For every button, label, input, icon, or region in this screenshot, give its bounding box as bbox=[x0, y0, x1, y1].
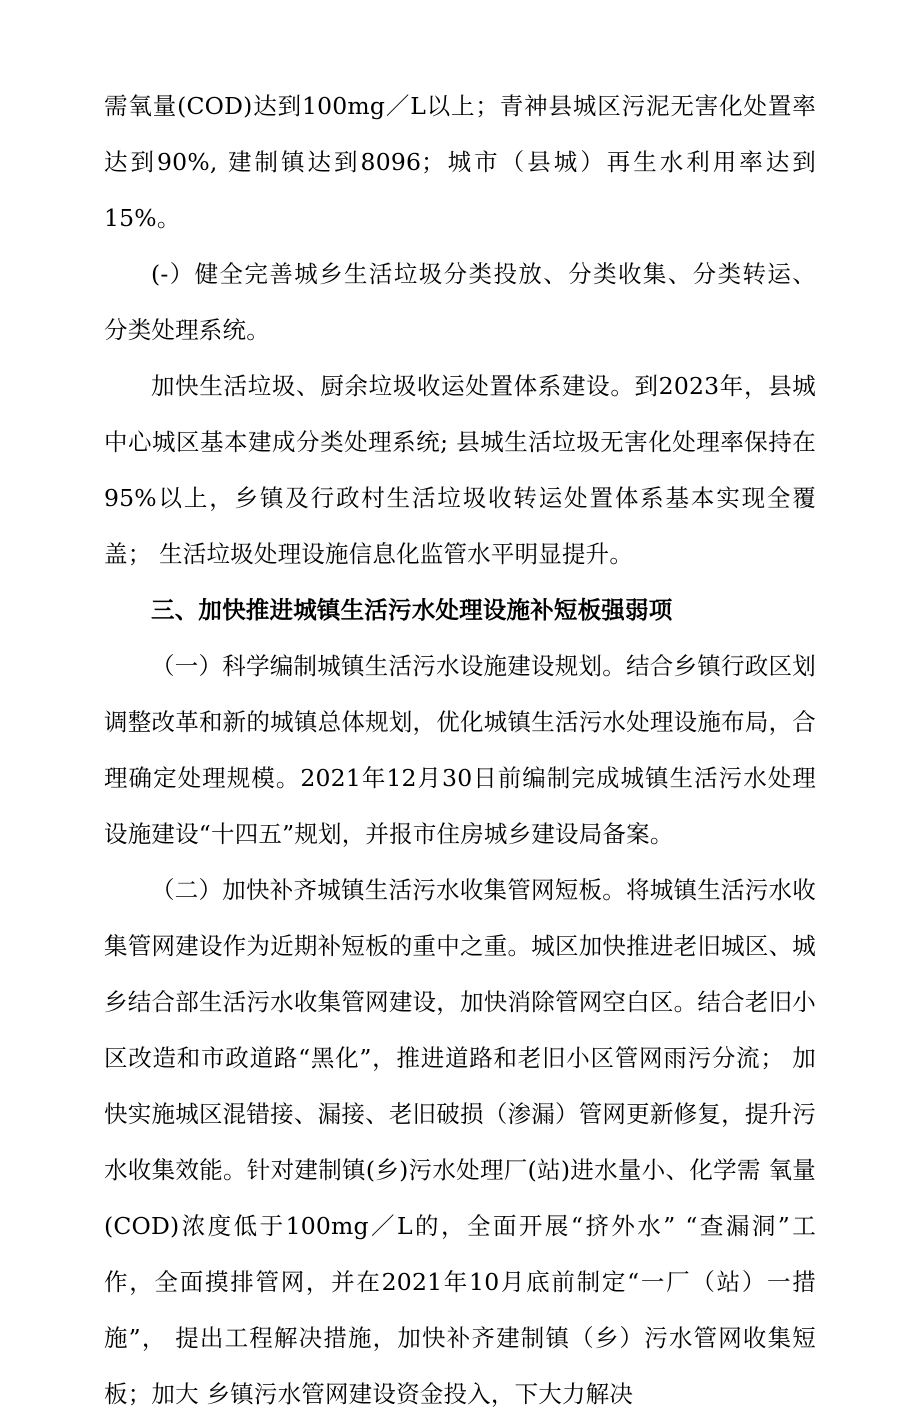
paragraph-2: (-）健全完善城乡生活垃圾分类投放、分类收集、分类转运、 分类处理系统。 bbox=[104, 260, 816, 344]
document-body bbox=[104, 78, 816, 1422]
paragraph-6: （二）加快补齐城镇生活污水收集管网短板。将城镇生活污水收 集管网建设作为近期补短板的重中之重。城区加快推进老旧城区、城 乡结合部生活污水收集管网建设，加快消除管网空白区。结合老旧小 区改造和市政道路“黑化”，推进道路和老旧小区管网雨污分流； 加 快实施城区混错接、漏接、老旧破损（渗漏）管网更新修复，提升污 水收集效能。针对建制镇(乡)污水处理厂(站)进水量小、化学需 氧量(COD)浓度低于100mg／L的，全面开展“挤外水” “查漏洞”工 作，全面摸排管网，并在2021年10月底前制定“一厂（站）一措施”， 提出工程解决措施，加快补齐建制镇（乡）污水管网收集短板；加大 乡镇污水管网建设资金投入，下大力解决 bbox=[104, 876, 816, 1408]
section-heading-3: 三、加快推进城镇生活污水处理设施补短板强弱项 bbox=[151, 596, 673, 624]
paragraph-1: 需氧量(COD)达到100mg／L以上；青神县城区污泥无害化处置率 达到90%, 建制镇达到8096；城市（县城）再生水利用率达到15%。 bbox=[104, 92, 816, 232]
paragraph-5: （一）科学编制城镇生活污水设施建设规划。结合乡镇行政区划 调整改革和新的城镇总体规划，优化城镇生活污水处理设施布局，合 理确定处理规模。2021年12月30日前编制完成城镇生活污水处理 设施建设“十四五”规划，并报市住房城乡建设局备案。 bbox=[104, 652, 816, 848]
paragraph-3: 加快生活垃圾、厨余垃圾收运处置体系建设。到2023年，县城 中心城区基本建成分类处理系统; 县城生活垃圾无害化处理率保持在 95%以上，乡镇及行政村生活垃圾收转运处置体系基本实现全覆盖； 生活垃圾处理设施信息化监管水平明显提升。 bbox=[104, 372, 816, 568]
